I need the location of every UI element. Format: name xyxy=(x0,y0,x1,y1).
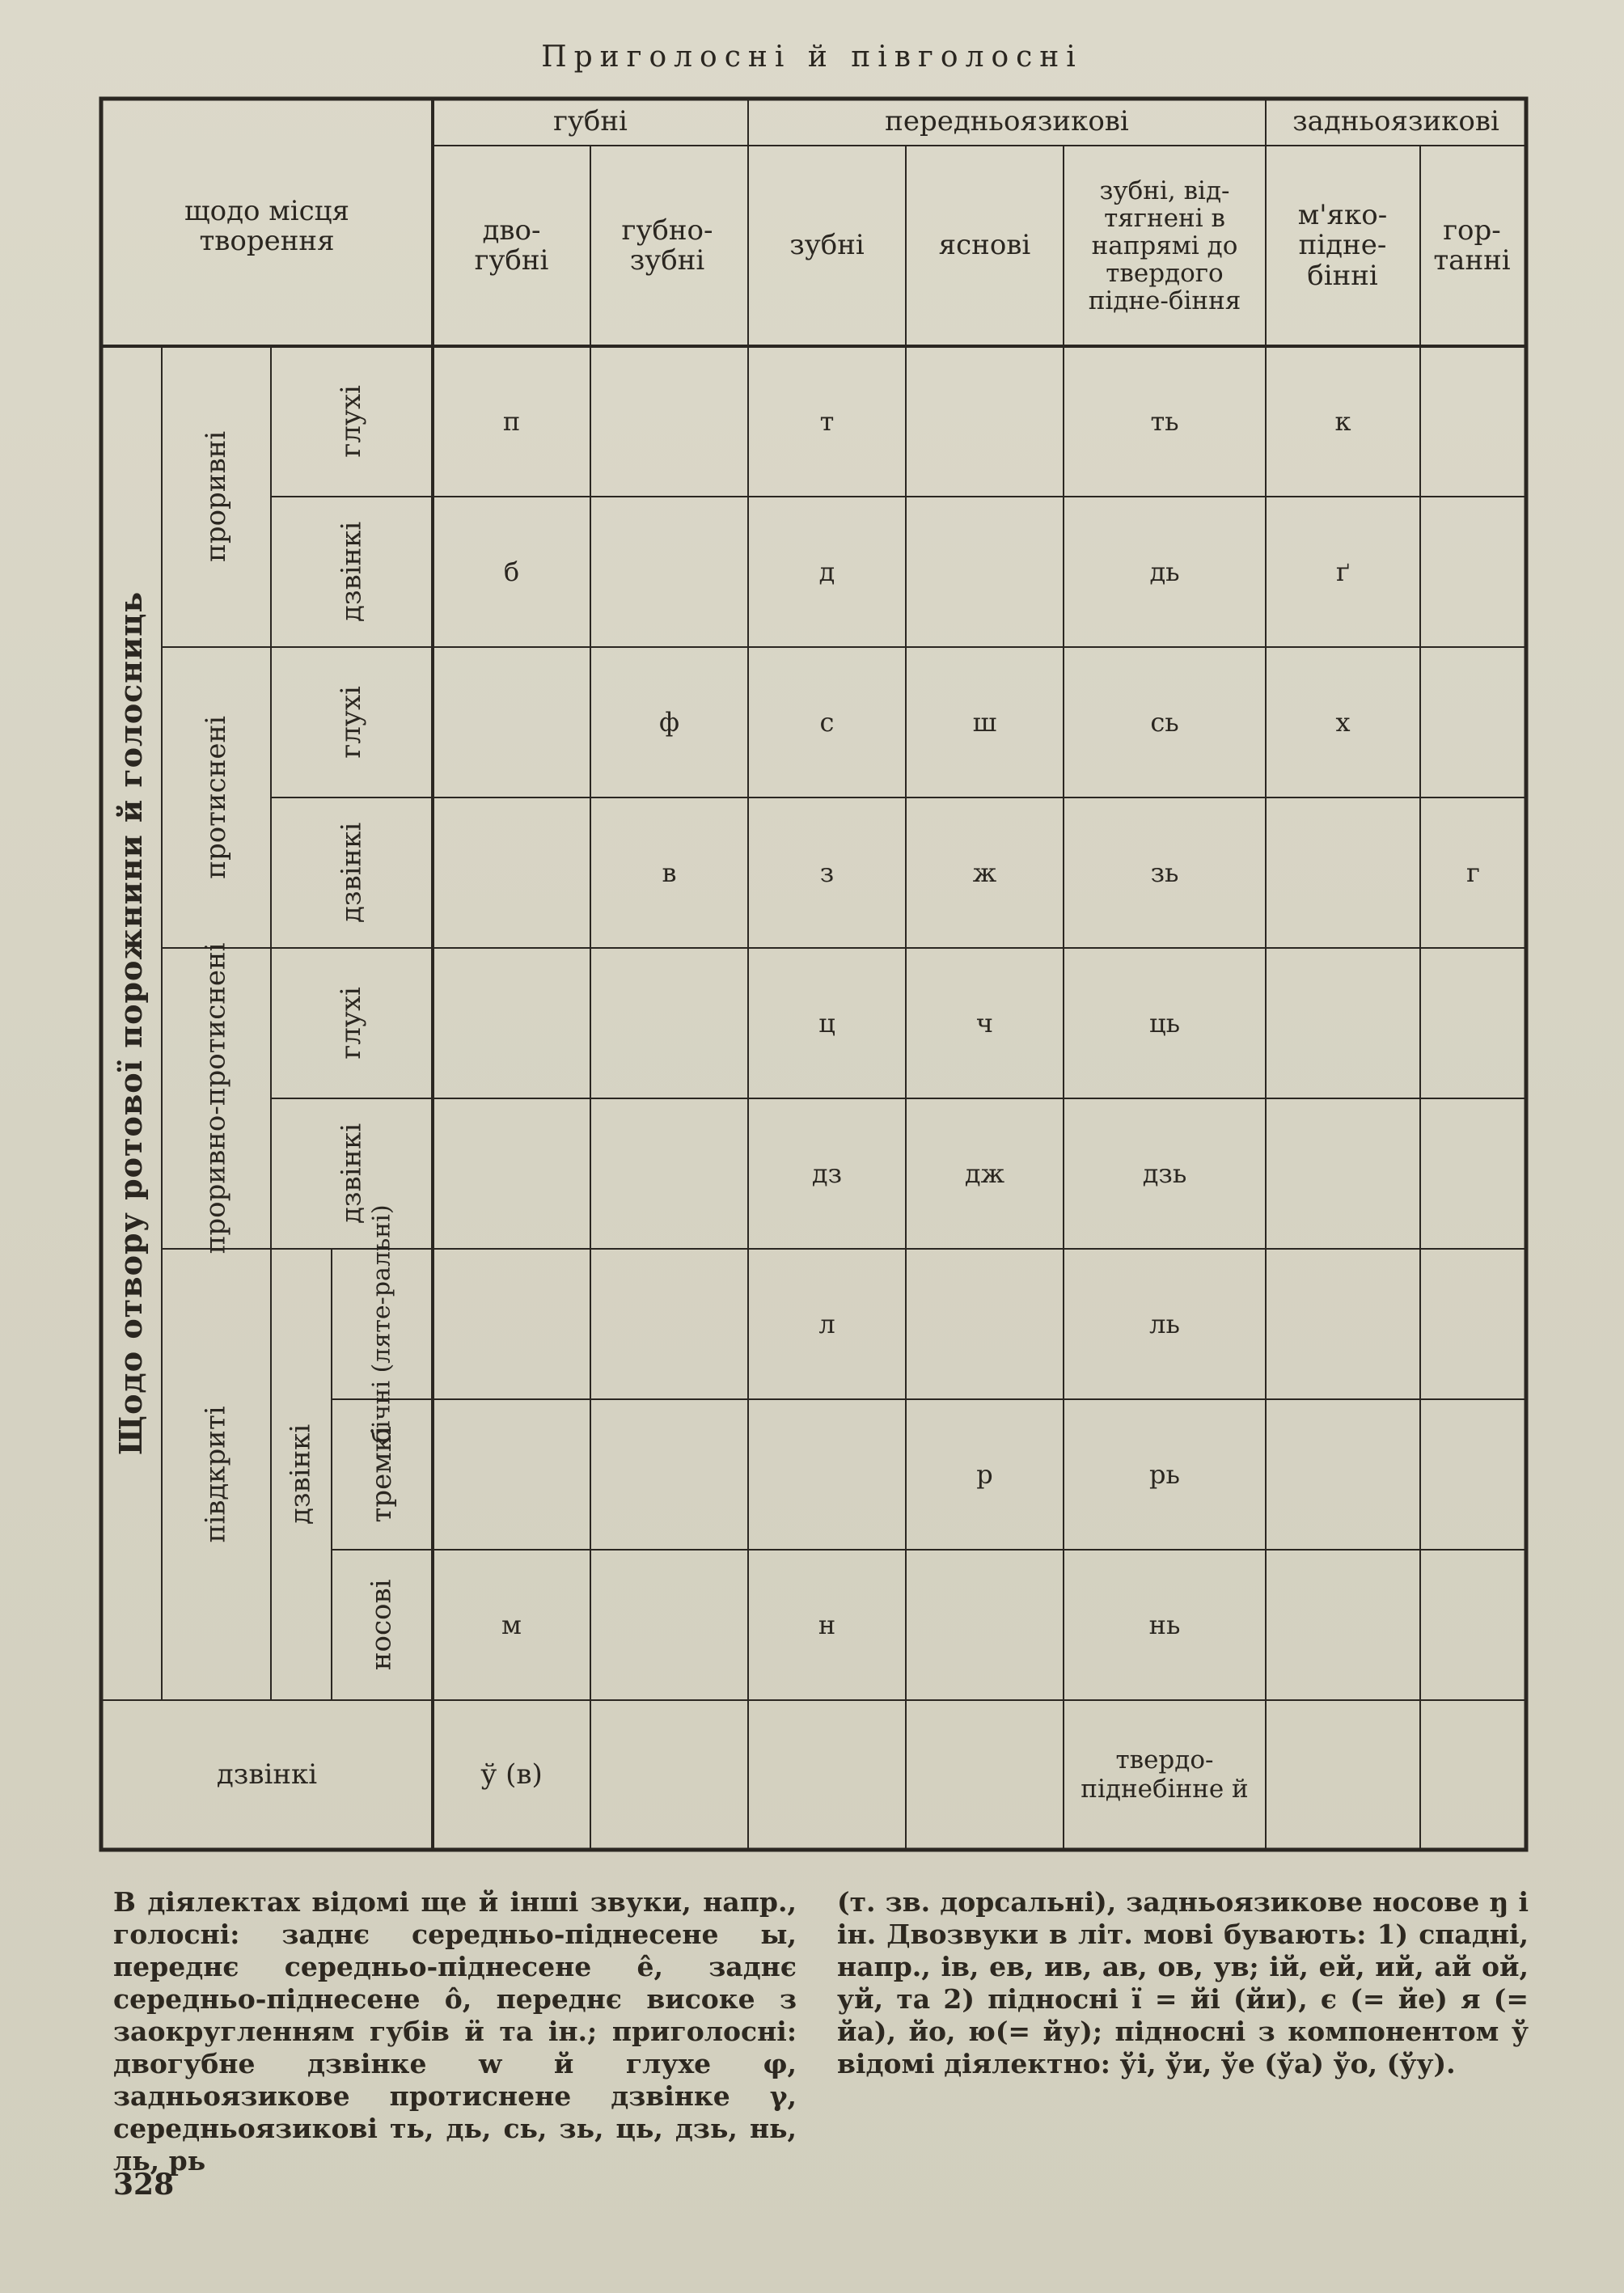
row-label-affricate-voiceless: глухі xyxy=(335,987,368,1060)
cell-bottom-3 xyxy=(909,1700,1060,1850)
cell-affricate-voiced-3: дж xyxy=(964,1157,1005,1189)
cell-plosive-voiceless-4: ть xyxy=(1150,405,1179,437)
cell-plosive-voiced-4: дь xyxy=(1149,556,1180,587)
cell-trill-3: р xyxy=(976,1458,993,1490)
group-label-affricate: проривно-протиснені xyxy=(199,942,232,1254)
group-header-back: задньоязикові xyxy=(1292,105,1499,138)
cell-trill-6 xyxy=(1423,1399,1523,1550)
cell-fricative-voiceless-4: сь xyxy=(1150,706,1179,738)
column-header-labiodental: губно-зубні xyxy=(621,214,713,277)
cell-plosive-voiceless-0: п xyxy=(502,405,521,437)
cell-nasal-5 xyxy=(1269,1550,1417,1700)
row-label-plosive-voiced: дзвінкі xyxy=(335,521,368,623)
cell-affricate-voiceless-4: ць xyxy=(1149,1007,1180,1039)
cell-trill-2 xyxy=(751,1399,903,1550)
cell-plosive-voiceless-5: к xyxy=(1334,405,1351,437)
cell-affricate-voiced-6 xyxy=(1423,1098,1523,1249)
column-header-alveolar: яснові xyxy=(938,229,1031,262)
group-label-fricative: протиснені xyxy=(199,716,232,879)
cell-fricative-voiceless-0 xyxy=(436,647,587,797)
cell-fricative-voiceless-2: с xyxy=(819,706,835,738)
place-header: щодо місця творення xyxy=(184,194,349,257)
column-header-bilabial: дво-губні xyxy=(474,214,549,277)
cell-fricative-voiced-5 xyxy=(1269,797,1417,948)
cell-bottom-5 xyxy=(1269,1700,1417,1850)
cell-plosive-voiceless-2: т xyxy=(819,405,835,437)
cell-nasal-2: н xyxy=(818,1609,836,1640)
cell-fricative-voiced-4: зь xyxy=(1150,857,1179,888)
cell-affricate-voiced-4: дзь xyxy=(1142,1157,1187,1189)
row-label-fricative-voiced: дзвінкі xyxy=(335,822,368,924)
cell-fricative-voiceless-1: ф xyxy=(658,706,680,738)
cell-bottom-4: твердо-піднебінне й xyxy=(1081,1745,1249,1804)
group-label-plosive: проривні xyxy=(199,431,232,562)
cell-lateral-3 xyxy=(909,1249,1060,1399)
cell-plosive-voiced-1 xyxy=(594,497,745,647)
cell-nasal-0: м xyxy=(501,1609,522,1640)
row-label-lateral: бічні (ляте-ральні) xyxy=(367,1204,396,1444)
cell-plosive-voiceless-1 xyxy=(594,346,745,497)
cell-affricate-voiceless-6 xyxy=(1423,948,1523,1098)
cell-lateral-2: л xyxy=(818,1308,835,1339)
cell-plosive-voiced-2: д xyxy=(818,556,835,587)
cell-fricative-voiceless-3: ш xyxy=(972,706,997,738)
cell-nasal-1 xyxy=(594,1550,745,1700)
cell-plosive-voiceless-3 xyxy=(909,346,1060,497)
cell-fricative-voiced-3: ж xyxy=(972,857,997,888)
cell-lateral-6 xyxy=(1423,1249,1523,1399)
cell-lateral-1 xyxy=(594,1249,745,1399)
cell-fricative-voiceless-6 xyxy=(1423,647,1523,797)
cell-trill-5 xyxy=(1269,1399,1417,1550)
running-title: Приголосні й півголосні xyxy=(541,40,1083,74)
cell-lateral-0 xyxy=(436,1249,587,1399)
cell-affricate-voiced-0 xyxy=(436,1098,587,1249)
column-header-palatalized-dental: зубні, від-тягнені в напрямі до твердого підне-біння xyxy=(1088,176,1241,316)
cell-lateral-4: ль xyxy=(1149,1308,1180,1339)
cell-nasal-4: нь xyxy=(1148,1609,1181,1640)
cell-fricative-voiceless-5: х xyxy=(1335,706,1351,738)
cell-affricate-voiceless-5 xyxy=(1269,948,1417,1098)
row-label-affricate-voiced: дзвінкі xyxy=(335,1123,368,1225)
column-header-velar: м'яко-підне-бінні xyxy=(1297,198,1388,292)
cell-affricate-voiceless-1 xyxy=(594,948,745,1098)
group-label-semiopen-voiced: дзвінкі xyxy=(284,1424,317,1525)
cell-plosive-voiced-6 xyxy=(1423,497,1523,647)
cell-affricate-voiced-1 xyxy=(594,1098,745,1249)
row-label-fricative-voiceless: глухі xyxy=(335,686,368,759)
cell-fricative-voiced-6: г xyxy=(1466,857,1480,888)
cell-trill-0 xyxy=(436,1399,587,1550)
cell-fricative-voiced-2: з xyxy=(819,857,835,888)
group-header-front: передньоязикові xyxy=(885,105,1129,138)
cell-nasal-3 xyxy=(909,1550,1060,1700)
cell-plosive-voiced-0: б xyxy=(503,556,520,587)
cell-lateral-5 xyxy=(1269,1249,1417,1399)
column-header-dental: зубні xyxy=(789,229,865,262)
row-label-nasal: носові xyxy=(365,1579,398,1671)
cell-plosive-voiced-5: ґ xyxy=(1336,556,1350,587)
cell-affricate-voiceless-2: ц xyxy=(818,1007,835,1039)
group-label-semiopen: півдкриті xyxy=(199,1406,232,1543)
cell-bottom-2 xyxy=(751,1700,903,1850)
cell-trill-1 xyxy=(594,1399,745,1550)
page-number: 328 xyxy=(113,2168,175,2202)
row-label-plosive-voiceless: глухі xyxy=(335,385,368,458)
cell-affricate-voiceless-0 xyxy=(436,948,587,1098)
cell-affricate-voiceless-3: ч xyxy=(975,1007,994,1039)
row-label-bottom-voiced: дзвінкі xyxy=(216,1758,318,1791)
cell-bottom-6 xyxy=(1423,1700,1523,1850)
cell-affricate-voiced-2: дз xyxy=(811,1157,843,1189)
cell-bottom-1 xyxy=(594,1700,745,1850)
cell-nasal-6 xyxy=(1423,1550,1523,1700)
cell-trill-4: рь xyxy=(1149,1458,1180,1490)
cell-affricate-voiced-5 xyxy=(1269,1098,1417,1249)
cell-plosive-voiced-3 xyxy=(909,497,1060,647)
group-header-labial: губні xyxy=(553,105,628,138)
cell-fricative-voiced-1: в xyxy=(662,857,677,888)
rows-axis-label: Щодо отвору ротової порожнини й голосниць xyxy=(112,590,150,1456)
paragraph-left: В діялектах відомі ще й інші звуки, напр., голосні: заднє середньо-піднесене ы, переднє середньо-піднесене ê, заднє середньо-піднесене ô, переднє високе з заокругленням губів ӥ та ін.; приголосні: двогубне дзвінке w й глухе φ, задньоязикове протиснене дзвінке γ, середньоязикові ть, дь, сь, зь, ць, дзь, нь, ль, рь xyxy=(113,1886,797,2177)
column-header-glottal: гор-танні xyxy=(1433,214,1511,277)
row-label-trill: тремкі xyxy=(365,1426,398,1523)
cell-bottom-0: ў (в) xyxy=(480,1758,543,1791)
cell-plosive-voiceless-6 xyxy=(1423,346,1523,497)
cell-fricative-voiced-0 xyxy=(436,797,587,948)
paragraph-right: (т. зв. дорсальні), задньоязикове носове ŋ і ін. Двозвуки в літ. мові бувають: 1) спадні, напр., ів, ев, ив, ав, ов, ув; ій, ей, ий, ай ой, уй, та 2) підносні ї = йі (йи), є (= йе) я (= йа), йо, ю(= йу); підносні з компонентом ў відомі діялектно: ўі, ўи, ўе (ўа) ўо, (ўу). xyxy=(837,1886,1529,2079)
